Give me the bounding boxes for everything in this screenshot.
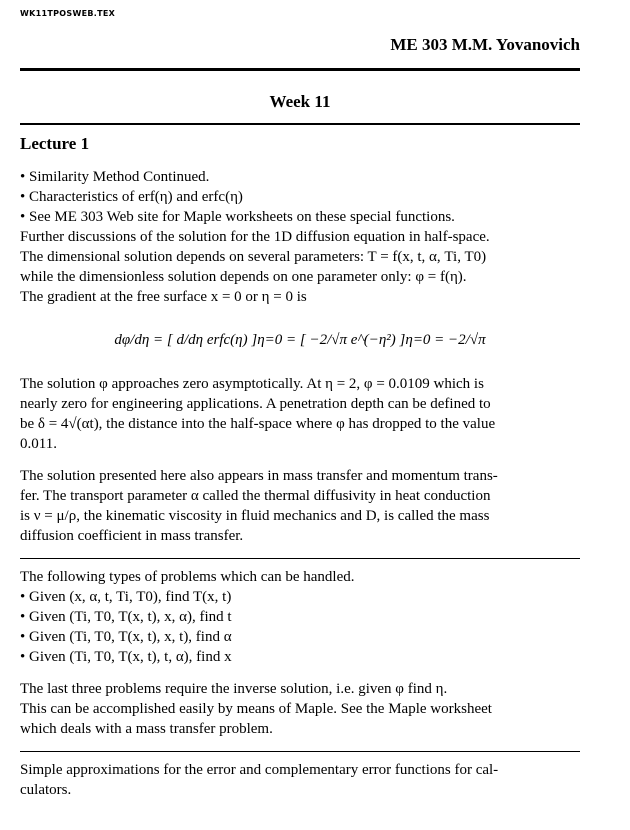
intro-text: [20, 167, 580, 307]
text-line: Further discussions of the solution for the 1D diffusion equation in half-space.: [20, 229, 490, 245]
text-line: 0.011.: [20, 436, 57, 452]
list-heading: The following types of problems which can be handled.: [20, 569, 355, 585]
text-line: diffusion coefficient in mass transfer.: [20, 528, 244, 544]
paragraph: [20, 679, 580, 739]
lecture-heading: Lecture 1: [20, 134, 90, 153]
text-line: culators.: [20, 782, 72, 798]
text-line: The solution φ approaches zero asymptotically. At η = 2, φ = 0.0109 which is: [20, 376, 484, 392]
text-line: • Similarity Method Continued.: [20, 169, 210, 185]
text-line: The solution presented here also appears in mass transfer and momentum trans-: [20, 468, 498, 484]
list-item: • Given (Ti, T0, T(x, t), t, α), find x: [20, 649, 232, 665]
text-line: This can be accomplished easily by means of Maple. See the Maple worksheet: [20, 701, 492, 717]
text-line: be δ = 4√(αt), the distance into the half-space where φ has dropped to the value: [20, 416, 496, 432]
week-title: Week 11: [269, 92, 331, 111]
text-line: Simple approximations for the error and complementary error functions for cal-: [20, 762, 499, 778]
list-item: • Given (Ti, T0, T(x, t), x, t), find α: [20, 629, 232, 645]
text-line: nearly zero for engineering applications. A penetration depth can be defined to: [20, 396, 491, 412]
divider: [20, 558, 580, 559]
course-header: ME 303 M.M. Yovanovich: [390, 35, 580, 54]
list-item: • Given (x, α, t, Ti, T0), find T(x, t): [20, 589, 232, 605]
text-line: while the dimensionless solution depends on one parameter only: φ = f(η).: [20, 269, 467, 285]
paragraph: [20, 374, 580, 454]
text-line: • See ME 303 Web site for Maple worksheets on these special functions.: [20, 209, 455, 225]
list-item: • Given (Ti, T0, T(x, t), x, α), find t: [20, 609, 232, 625]
file-name: WK11TPOSWEB.TEX: [20, 9, 116, 18]
divider: [20, 123, 580, 125]
text-line: • Characteristics of erf(η) and erfc(η): [20, 189, 243, 205]
text-line: The gradient at the free surface x = 0 or η = 0 is: [20, 289, 307, 305]
text-line: The dimensional solution depends on several parameters: T = f(x, t, α, Ti, T0): [20, 249, 487, 265]
divider: [20, 751, 580, 752]
text-line: which deals with a mass transfer problem.: [20, 721, 273, 737]
problem-list: [20, 567, 580, 667]
text-line: is ν = μ/ρ, the kinematic viscosity in fluid mechanics and D, is called the mass: [20, 508, 490, 524]
text-line: The last three problems require the inverse solution, i.e. given φ find η.: [20, 681, 448, 697]
divider: [20, 68, 580, 71]
paragraph: [20, 760, 580, 800]
text-line: fer. The transport parameter α called the thermal diffusivity in heat conduction: [20, 488, 491, 504]
paragraph: [20, 466, 580, 546]
gradient-equation: dφ/dη = [ d/dη erfc(η) ]η=0 = [ −2/√π e^(−η²) ]η=0 = −2/√π: [114, 332, 486, 348]
